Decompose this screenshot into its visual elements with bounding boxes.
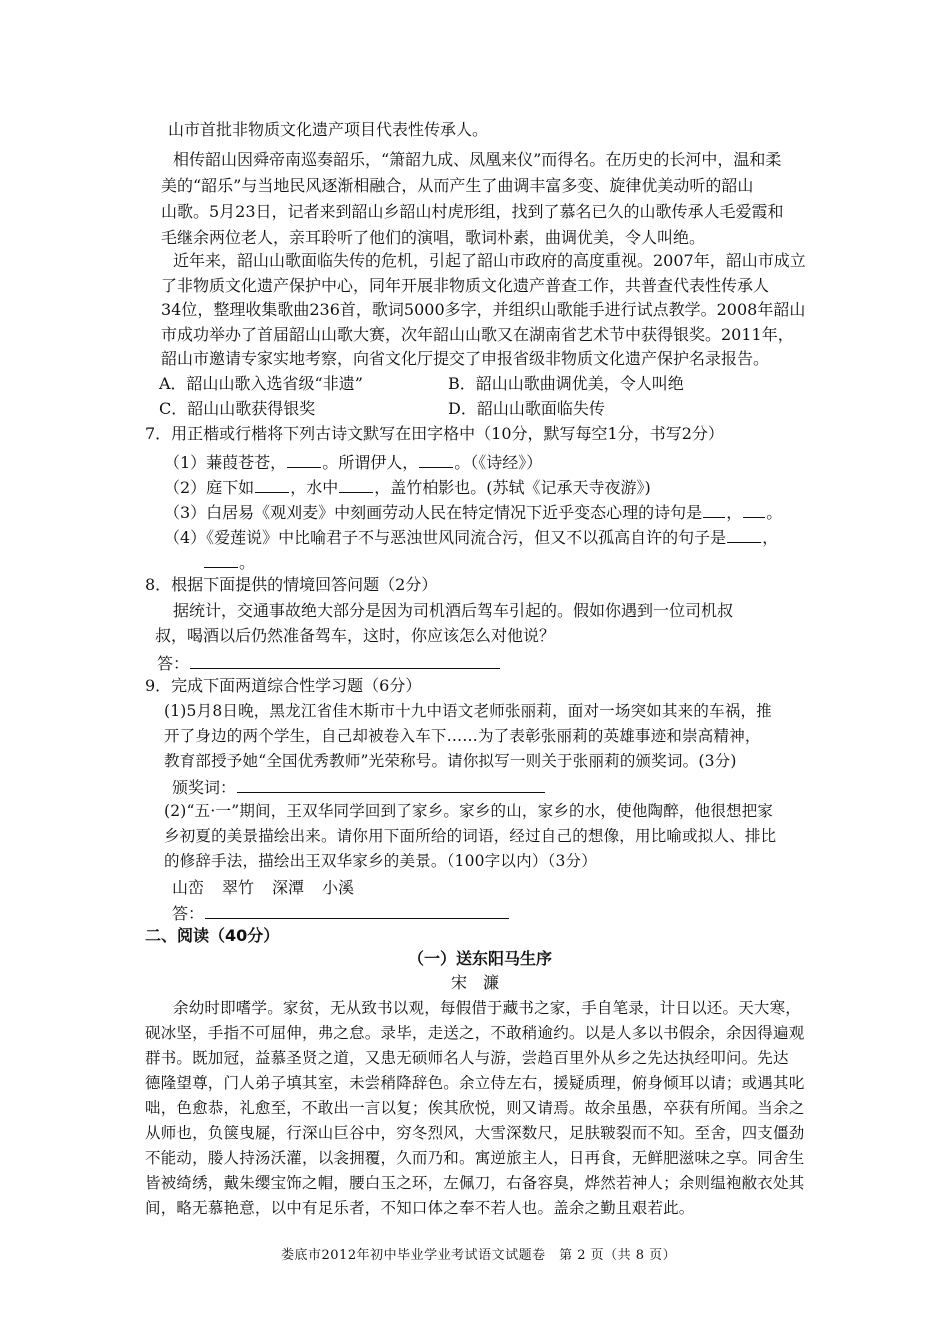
text: 。所谓伊人， <box>322 453 419 472</box>
word: 翠竹 <box>222 878 255 897</box>
question-9-stem: 9．完成下面两道综合性学习题（6分） <box>145 676 422 695</box>
article-author: 宋 濂 <box>451 973 500 992</box>
text: （2）庭下如 <box>164 478 255 497</box>
question-7-stem: 7．用正楷或行楷将下列古诗文默写在田字格中（10分，默写每空1分，书写2分） <box>145 424 724 443</box>
text: 。（《诗经》） <box>454 453 543 472</box>
article-line: 间，略无慕艳意，以中有足乐者，不知口体之奉不若人也。盖余之勤且艰若此。 <box>145 1199 695 1217</box>
passage-line: 山歌。5月23日，记者来到韶山乡韶山村虎形组，找到了慕名已久的山歌传承人毛爱霞和 <box>161 202 784 221</box>
text: ， <box>762 528 779 547</box>
article-line: 咄，色愈恭，礼愈至，不敢出一言以复；俟其欣悦，则又请焉。故余虽愚，卒获有所闻。当余之 <box>145 1099 805 1117</box>
text: （4）《爱莲说》中比喻君子不与恶浊世风同流合污，但又不以孤高自许的句子是 <box>164 528 727 547</box>
fill-blank[interactable] <box>255 474 289 493</box>
word: 山峦 <box>172 878 205 897</box>
fill-blank[interactable] <box>419 449 453 468</box>
passage-line: 市成功举办了首届韶山山歌大赛，次年韶山山歌又在湖南省艺术节中获得银奖。2011年， <box>161 325 794 344</box>
passage-line: 韶山市邀请专家实地考察，向省文化厅提交了申报省级非物质文化遗产保护名录报告。 <box>161 349 770 368</box>
text: 。 <box>766 503 783 522</box>
fill-blank[interactable] <box>204 549 238 568</box>
fill-blank[interactable] <box>339 474 373 493</box>
answer-label: 答： <box>157 654 190 673</box>
passage-line: 了非物质文化遗产保护中心，同年开展非物质文化遗产普查工作，共普查代表性传承人 <box>161 276 770 295</box>
passage-line: 34位，整理收集歌曲236首，歌词5000多字，并组织山歌能手进行试点教学。2008年韶山 <box>161 300 806 319</box>
option-c: C．韶山山歌获得银奖 <box>159 399 316 418</box>
question-9-part2: 乡初夏的美景描绘出来。请你用下面所给的词语，经过自己的想像，用比喻或拟人、排比 <box>164 827 777 845</box>
fill-blank[interactable] <box>727 524 761 543</box>
fill-blank[interactable] <box>287 449 321 468</box>
answer-line[interactable] <box>205 900 509 919</box>
question-8-stem: 8．根据下面提供的情境回答问题（2分） <box>145 575 438 594</box>
article-title: （一）送东阳马生序 <box>408 949 553 968</box>
award-answer <box>172 774 546 800</box>
answer-line[interactable] <box>190 650 500 669</box>
article-line: 不能动，媵人持汤沃灌，以衾拥覆，久而乃和。寓逆旅主人，日再食，无鲜肥滋味之享。同舍生 <box>145 1149 805 1167</box>
question-7-item-4-cont <box>203 549 255 575</box>
option-b: B．韶山山歌曲调优美，令人叫绝 <box>448 374 684 393</box>
question-8-body: 据统计，交通事故绝大部分是因为司机酒后驾车引起的。假如你遇到一位司机叔 <box>173 601 734 620</box>
fill-blank[interactable] <box>743 499 765 518</box>
article-line: 皆被绮绣，戴朱缨宝饰之帽，腰白玉之环，左佩刀，右备容臭，烨然若神人；余则缊袍敝衣处其 <box>145 1174 805 1192</box>
passage-line: 山市首批非物质文化遗产项目代表性传承人。 <box>168 120 489 139</box>
question-9-part2: 的修辞手法，描绘出王双华家乡的美景。（100字以内）（3分） <box>164 852 597 870</box>
text: ， <box>726 503 743 522</box>
passage-line: 近年来，韶山山歌面临失传的危机，引起了韶山市政府的高度重视。2007年，韶山市成立 <box>173 251 806 270</box>
word-list <box>172 876 354 900</box>
question-9-answer <box>172 900 510 926</box>
question-7-item-1 <box>164 449 542 475</box>
fill-blank[interactable] <box>703 499 725 518</box>
question-9-part1: 教育部授予她“全国优秀教师”光荣称号。请你拟写一则关于张丽莉的颁奖词。(3分) <box>164 752 737 770</box>
option-a: A．韶山山歌入选省级“非遗” <box>159 374 363 393</box>
text: ，盖竹柏影也。(苏轼《记承天寺夜游》) <box>374 478 651 497</box>
question-7-item-3 <box>164 499 782 525</box>
article-line: 群书。既加冠，益慕圣贤之道，又患无硕师名人与游，尝趋百里外从乡之先达执经叩问。先达 <box>145 1049 789 1067</box>
article-line: 砚冰坚，手指不可屈伸，弗之怠。录毕，走送之，不敢稍逾约。以是人多以书假余，余因得遍观 <box>145 1024 805 1042</box>
section-heading: 二、阅读（40分） <box>145 926 280 945</box>
passage-line: 毛继余两位老人，亲耳聆听了他们的演唱，歌词朴素，曲调优美，令人叫绝。 <box>161 228 706 247</box>
text: （1）蒹葭苍苍， <box>164 453 287 472</box>
question-8-body: 叔，喝酒以后仍然准备驾车，这时，你应该怎么对他说？ <box>155 626 556 645</box>
question-7-item-4 <box>164 524 778 550</box>
answer-label: 答： <box>172 904 205 923</box>
article-line: 余幼时即嗜学。家贫，无从致书以观，每假借于藏书之家，手自笔录，计日以还。天大寒， <box>173 999 802 1017</box>
question-9-part1: 开了身边的两个学生，自己却被卷入车下……为了表彰张丽莉的英雄事迹和崇高精神， <box>164 727 761 745</box>
text: ，水中 <box>290 478 339 497</box>
article-line: 从师也，负箧曳屣，行深山巨谷中，穷冬烈风，大雪深数尺，足肤皲裂而不知。至舍，四支僵劲 <box>145 1124 805 1142</box>
question-7-item-2 <box>164 474 651 500</box>
page-footer: 娄底市2012年初中毕业学业考试语文试题卷 第 2 页（共 8 页） <box>281 1248 677 1263</box>
passage-line: 相传韶山因舜帝南巡奏韶乐，“箫韶九成、凤凰来仪”而得名。在历史的长河中，温和柔 <box>173 150 782 169</box>
word: 小溪 <box>322 878 355 897</box>
question-9-part2: (2)“五·一”期间，王双华同学回到了家乡。家乡的山，家乡的水，使他陶醉，他很想把家 <box>164 802 774 820</box>
passage-line: 美的“韶乐”与当地民风逐渐相融合，从而产生了曲调丰富多变、旋律优美动听的韶山 <box>161 176 754 195</box>
answer-line[interactable] <box>237 774 545 793</box>
text: （3）白居易《观刈麦》中刻画劳动人民在特定情况下近乎变态心理的诗句是 <box>164 503 703 522</box>
award-label: 颁奖词： <box>172 778 237 797</box>
question-8-answer <box>157 650 501 676</box>
option-d: D．韶山山歌面临失传 <box>448 399 605 418</box>
question-9-part1: (1)5月8日晚，黑龙江省佳木斯市十九中语文老师张丽莉，面对一场突如其来的车祸，推 <box>164 702 772 720</box>
word: 深潭 <box>272 878 305 897</box>
text: 。 <box>239 553 256 572</box>
article-line: 德隆望尊，门人弟子填其室，未尝稍降辞色。余立侍左右，援疑质理，俯身倾耳以请；或遇其叱 <box>145 1074 805 1092</box>
